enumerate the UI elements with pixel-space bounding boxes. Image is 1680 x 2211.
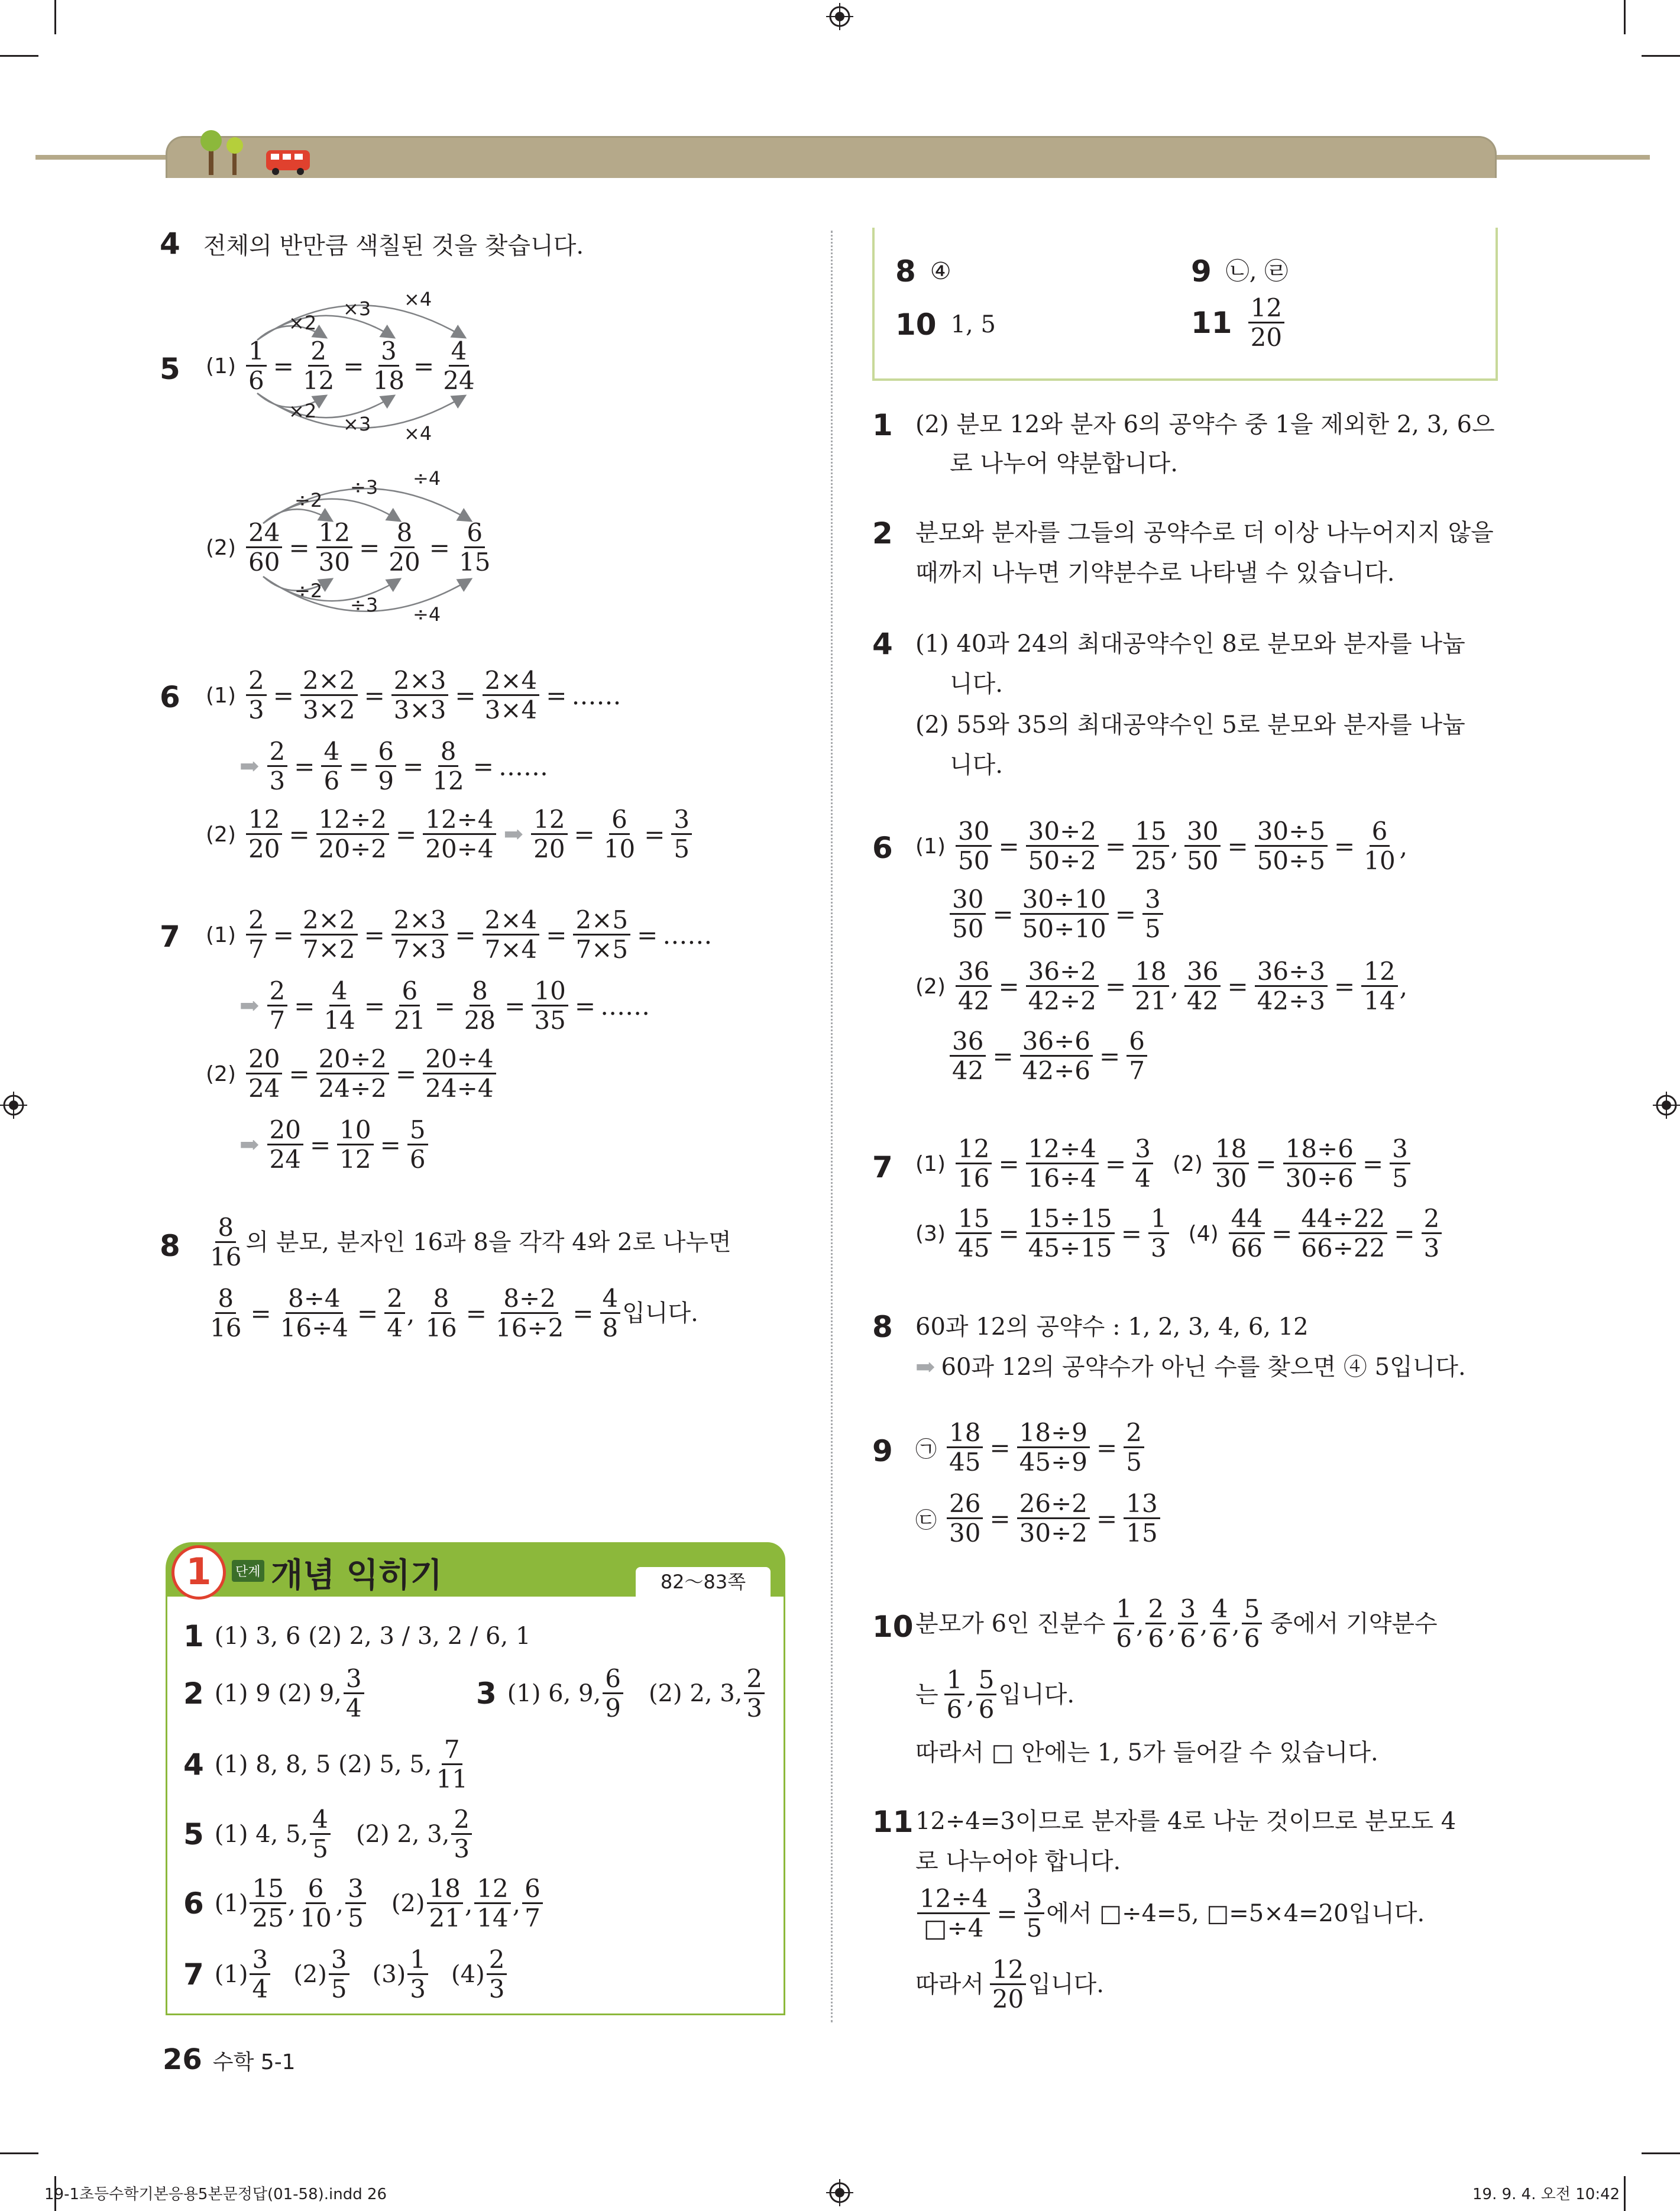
- p7-line3: (2) $\frac{20}{24}$ = $\frac{20\div 2}{24\div 2}$ = $\frac{20\div 4}{24\div 4}$: [206, 1047, 498, 1101]
- fraction: $\frac{2\times 4}{3\times 4}$: [483, 668, 540, 723]
- fraction: $\frac{8}{16}$: [425, 1284, 457, 1342]
- fraction: $\frac{2}{7}$: [246, 908, 267, 962]
- answer-4-number: 4: [872, 627, 893, 661]
- op-label: ÷3: [350, 594, 378, 616]
- fraction: $\frac{2\times 2}{3\times 2}$: [300, 668, 358, 723]
- registration-mark-icon: [826, 3, 853, 30]
- right-arrow-icon: ➡: [239, 753, 260, 780]
- op-label: ÷4: [413, 467, 441, 490]
- fraction: $\frac{2\times 3}{3\times 3}$: [391, 668, 449, 723]
- fraction: $\frac{2}{7}$: [267, 979, 288, 1033]
- tree-icon: [198, 129, 263, 176]
- r6-line2: $\frac{30}{50}$ = $\frac{30\div 10}{50\div 10}$ = $\frac{3}{5}$: [948, 887, 1165, 941]
- op-label: ÷2: [294, 489, 323, 512]
- fraction: 3 5: [329, 1947, 349, 2002]
- r11-line3: $\frac{12\div 4}{□\div 4}$ = $\frac{3}{5}$ 에서 □÷4=5, □=5×4=20입니다.: [915, 1886, 1425, 1941]
- right-arrow-icon: ➡: [915, 1354, 936, 1381]
- op-label: ÷3: [350, 476, 378, 498]
- registration-mark-icon: [0, 1092, 27, 1119]
- p6-line1: (1) $\frac{2}{3}$ = $\frac{2\times 2}{3\times 2}$ = $\frac{2\times 3}{3\times 3}$ = $\frac{2\times 4}{3\times 4}$ = ……: [206, 666, 621, 724]
- column-divider: [831, 231, 833, 2022]
- p6-line3: (2) $\frac{12}{20}$ = $\frac{12\div 2}{20\div 2}$ = $\frac{12\div 4}{20\div 4}$ ➡ $\frac{12}{20}$ = $\frac{6}{10}$ = $\frac{3}{5}$: [206, 807, 694, 862]
- fraction: $\frac{8}{20}$: [389, 518, 420, 577]
- fraction: 4 5: [310, 1807, 331, 1862]
- op-label: ÷2: [294, 580, 323, 602]
- fraction: 2 3: [451, 1807, 472, 1862]
- p5-part1-equation: (1) $\frac{1}{6}$ = $\frac{2}{12}$ = $\frac{3}{18}$ = $\frac{4}{24}$: [206, 339, 479, 393]
- fraction: 1 3: [407, 1947, 428, 2002]
- registration-mark-icon: [826, 2179, 853, 2206]
- fraction: $\frac{4}{8}$: [600, 1286, 621, 1341]
- fraction: $\frac{3}{5}$: [671, 807, 692, 862]
- problem-4: 4 전체의 반만큼 색칠된 것을 찾습니다.: [160, 226, 584, 261]
- fraction: 2 3: [744, 1666, 765, 1721]
- card-item-5: 5 (1) 4, 5, 4 5 (2) 2, 3, 2 3: [183, 1807, 474, 1862]
- answer-7-number: 7: [872, 1150, 893, 1184]
- op-label: ×4: [404, 288, 432, 310]
- p8-line2: $\frac{8}{16}$ = $\frac{8\div 4}{16\div 4}$ = $\frac{2}{4}$ , $\frac{8}{16}$ = $\frac{8\div 2}{16\div 2}$ = $\frac{4}{8}$ 입니다.: [206, 1286, 698, 1341]
- card-title: 개념 익히기: [271, 1556, 442, 1595]
- fraction: $\frac{2\times 2}{7\times 2}$: [300, 908, 358, 962]
- step-label: 단계: [232, 1560, 264, 1582]
- p7-line1: (1) $\frac{2}{7}$ = $\frac{2\times 2}{7\times 2}$ = $\frac{2\times 3}{7\times 3}$ = $\frac{2\times 4}{7\times 4}$ = $\frac{2\times 5}{7\times 5}$ = ……: [206, 905, 713, 964]
- answer-11-number: 11: [872, 1805, 914, 1839]
- fraction: 12 14: [474, 1876, 510, 1931]
- fraction: $\frac{8\div 4}{16\div 4}$: [280, 1284, 349, 1342]
- op-label: ×2: [289, 312, 317, 334]
- fraction: $\frac{2\times 4}{7\times 4}$: [483, 908, 540, 962]
- r10-line1: 분모가 6인 진분수 1 6 , 2 6 , 3 6 , 4 6 , 5 6 중에서 기약분수: [915, 1594, 1438, 1653]
- fraction: $\frac{10}{35}$: [532, 979, 568, 1033]
- fraction: 12 20: [1248, 296, 1284, 350]
- page-number: 26: [163, 2043, 202, 2076]
- fraction: $\frac{8}{16}$: [210, 1284, 242, 1342]
- fraction: $\frac{24}{60}$: [246, 520, 282, 575]
- fraction: $\frac{12}{20}$: [246, 807, 282, 862]
- problem-8-number: 8: [160, 1229, 180, 1263]
- fraction: $\frac{12}{30}$: [316, 520, 352, 575]
- fraction: $\frac{12}{20}$: [531, 807, 567, 862]
- right-arrow-icon: ➡: [503, 821, 524, 848]
- fraction: 15 25: [250, 1876, 286, 1931]
- op-label: ×2: [289, 400, 317, 422]
- fraction: 3 4: [250, 1947, 270, 2002]
- fraction: $\frac{12\div 2}{20\div 2}$: [316, 807, 389, 862]
- answer-6-number: 6: [872, 831, 893, 865]
- fraction: $\frac{10}{12}$: [337, 1118, 373, 1172]
- print-stamp: 19. 9. 4. 오전 10:42: [1472, 2186, 1620, 2203]
- fraction: $\frac{8\div 2}{16\div 2}$: [495, 1284, 564, 1342]
- fraction: $\frac{4}{14}$: [323, 976, 355, 1035]
- problem-7-number: 7: [160, 920, 180, 954]
- r9-line1: ㉠ $\frac{18}{45}$ = $\frac{18\div 9}{45\div 9}$ = $\frac{2}{5}$: [915, 1420, 1146, 1475]
- answer-8-number: 8: [872, 1310, 893, 1344]
- answer-10-number: 10: [872, 1610, 914, 1644]
- p7-line4: ➡ $\frac{20}{24}$ = $\frac{10}{12}$ = $\frac{5}{6}$: [239, 1118, 430, 1172]
- p7-line2: ➡ $\frac{2}{7}$ = $\frac{4}{14}$ = $\frac{6}{21}$ = $\frac{8}{28}$ = $\frac{10}{35}$ = ……: [239, 976, 650, 1035]
- fraction: 6 10: [300, 1874, 332, 1932]
- r11-line4: 따라서 12 20 입니다.: [915, 1955, 1105, 2013]
- answer-2-number: 2: [872, 516, 893, 551]
- card-item-4: 4 (1) 8, 8, 5 (2) 5, 5, 7 11: [183, 1737, 472, 1792]
- fraction: 8 16: [210, 1213, 242, 1271]
- right-arrow-icon: ➡: [239, 992, 260, 1019]
- fraction: $\frac{6}{21}$: [394, 976, 426, 1035]
- file-name: 19-1초등수학기본응용5본문정답(01-58).indd 26: [44, 2186, 387, 2203]
- card-item-6: 6 (1) 15 25 , 6 10 , 3 5 (2) 18 21 , 12 14 , 6 7: [183, 1876, 545, 1931]
- fraction: $\frac{3}{18}$: [373, 336, 405, 395]
- fraction: $\frac{5}{6}$: [407, 1118, 428, 1172]
- p8-line1: 8 16 의 분모, 분자인 16과 8을 각각 4와 2로 나누면: [206, 1215, 731, 1270]
- card-item-2: 2 (1) 9 (2) 9, 3 4: [183, 1666, 366, 1721]
- fraction: 2 3: [487, 1947, 507, 2002]
- fraction: $\frac{20}{24}$: [267, 1118, 303, 1172]
- fraction: $\frac{2}{3}$: [246, 668, 267, 723]
- fraction: $\frac{12\div 4}{20\div 4}$: [423, 807, 496, 862]
- fraction: $\frac{6}{9}$: [376, 739, 396, 794]
- fraction: $\frac{1}{6}$: [246, 339, 267, 393]
- book-title: 수학 5-1: [212, 2050, 296, 2074]
- fraction: $\frac{2}{12}$: [302, 336, 335, 395]
- fraction: $\frac{6}{15}$: [458, 518, 491, 577]
- fraction: $\frac{6}{10}$: [603, 805, 636, 863]
- op-label: ×3: [343, 297, 371, 320]
- op-label: ×3: [343, 413, 371, 435]
- problem-5-number: 5: [160, 352, 180, 386]
- card-item-1: 1 (1) 3, 6 (2) 2, 3 / 3, 2 / 6, 1: [183, 1619, 531, 1653]
- fraction: $\frac{4}{6}$: [321, 739, 342, 794]
- bus-icon: [265, 148, 312, 176]
- p5-part2-equation: (2) $\frac{24}{60}$ = $\frac{12}{30}$ = $\frac{8}{20}$ = $\frac{6}{15}$: [206, 520, 494, 575]
- right-arrow-icon: ➡: [239, 1131, 260, 1158]
- answer-1-number: 1: [872, 408, 893, 442]
- fraction: 6 7: [522, 1876, 543, 1931]
- problem-6-number: 6: [160, 680, 180, 714]
- fraction: 18 21: [427, 1876, 463, 1931]
- fraction: $\frac{20\div 4}{24\div 4}$: [423, 1047, 496, 1101]
- fraction: 3 5: [345, 1876, 366, 1931]
- fraction: $\frac{2\times 3}{7\times 3}$: [391, 908, 449, 962]
- r7-line1: (1) $\frac{12}{16}$ = $\frac{12\div 4}{16\div 4}$ = $\frac{3}{4}$ (2) $\frac{18}{30}$ = $\frac{18\div 6}{30\div 6}$ = $\frac{3}{5}$: [915, 1137, 1412, 1191]
- r6-line3: (2) $\frac{36}{42}$ = $\frac{36\div 2}{42\div 2}$ = $\frac{18}{21}$ , $\frac{36}{42}$ = $\frac{36\div 3}{42\div 3}$ = $\frac{12}{14}$ ,: [915, 957, 1408, 1015]
- r6-line1: (1) $\frac{30}{50}$ = $\frac{30\div 2}{50\div 2}$ = $\frac{15}{25}$ , $\frac{30}{50}$ = $\frac{30\div 5}{50\div 5}$ = $\frac{6}{10}$ ,: [915, 817, 1408, 875]
- fraction: $\frac{8}{12}$: [432, 737, 464, 795]
- r7-line2: (3) $\frac{15}{45}$ = $\frac{15\div 15}{45\div 15}$ = $\frac{1}{3}$ (4) $\frac{44}{66}$ = $\frac{44\div 22}{66\div 22}$ = $\frac{2}{3}$: [915, 1206, 1443, 1261]
- fraction: 3 4: [344, 1666, 364, 1721]
- fraction: $\frac{2\times 5}{7\times 5}$: [573, 908, 630, 962]
- fraction: 6 9: [603, 1666, 623, 1721]
- registration-mark-icon: [1653, 1092, 1680, 1119]
- fraction: 7 11: [436, 1735, 468, 1794]
- card-item-7: 7 (1) 3 4 (2) 3 5 (3) 1 3 (4) 2 3: [183, 1947, 509, 2002]
- op-label: ÷4: [413, 603, 441, 626]
- fraction: $\frac{8}{28}$: [464, 976, 496, 1035]
- p6-line2: ➡ $\frac{2}{3}$ = $\frac{4}{6}$ = $\frac{6}{9}$ = $\frac{8}{12}$ = ……: [239, 737, 548, 795]
- step-badge: 1: [171, 1545, 226, 1600]
- r6-line4: $\frac{36}{42}$ = $\frac{36\div 6}{42\div 6}$ = $\frac{6}{7}$: [948, 1029, 1149, 1083]
- page-footer: [163, 2043, 296, 2076]
- fraction: $\frac{20\div 2}{24\div 2}$: [316, 1047, 389, 1101]
- concept-card: [166, 1542, 785, 2015]
- card-item-3: 3 (1) 6, 9, 6 9 (2) 2, 3, 2 3: [476, 1666, 766, 1721]
- fraction: $\frac{2}{4}$: [384, 1286, 405, 1341]
- answer-box: 8 ④ 9 ㉡, ㉣ 10 1, 5 11 12 20: [872, 228, 1498, 381]
- fraction: $\frac{20}{24}$: [246, 1047, 282, 1101]
- op-label: ×4: [404, 422, 432, 445]
- r10-line2: 는 1 6 , 5 6 입니다.: [915, 1665, 1075, 1724]
- page-range: 82～83쪽: [636, 1567, 771, 1597]
- r9-line2: ㉢ $\frac{26}{30}$ = $\frac{26\div 2}{30\div 2}$ = $\frac{13}{15}$: [915, 1491, 1162, 1546]
- answer-9-number: 9: [872, 1434, 893, 1468]
- fraction: $\frac{2}{3}$: [267, 739, 288, 794]
- fraction: $\frac{4}{24}$: [443, 336, 475, 395]
